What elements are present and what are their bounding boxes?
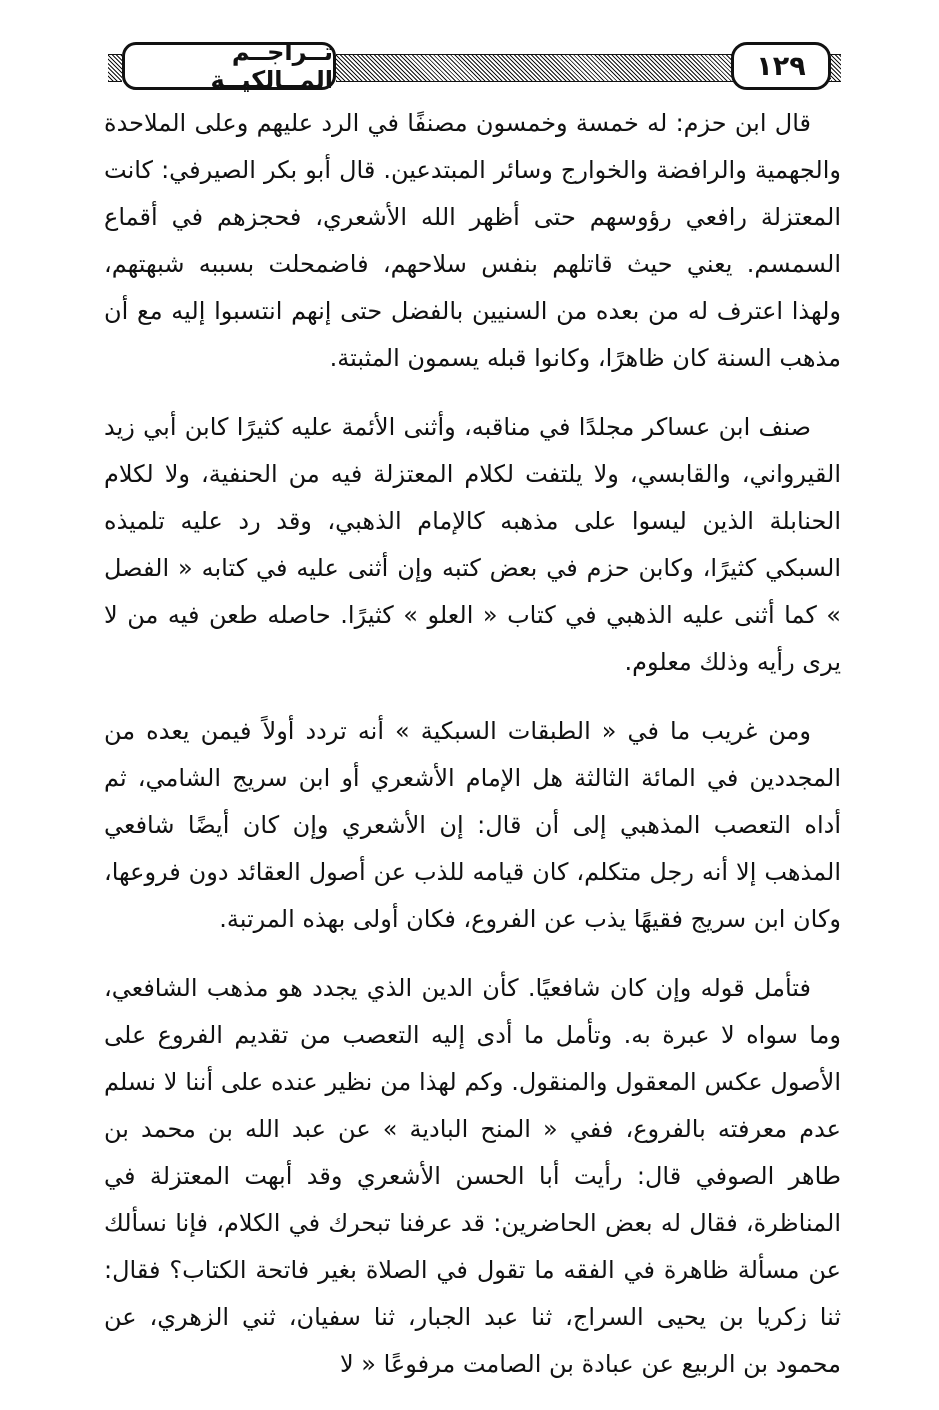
page-number: ١٢٩	[756, 50, 806, 82]
paragraph-2: صنف ابن عساكر مجلدًا في مناقبه، وأثنى الأئمة عليه كثيرًا كابن أبي زيد القيرواني، والقابسي، ولا يلتفت لكلام المعتزلة فيه من الحنفية، ولا لكلام الحنابلة الذين ليسوا على مذهبه كالإمام الذهبي، وقد رد عليه تلميذه السبكي كثيرًا، وكابن حزم في بعض كتبه وإن أثنى عليه في كتابه « الفصل » كما أثنى عليه الذهبي في كتاب « العلو » كثيرًا. حاصله طعن فيه من لا يرى رأيه وذلك معلوم.	[104, 413, 841, 676]
running-title-box	[122, 38, 336, 94]
page-number-box	[731, 42, 831, 90]
running-title: تــراجــم المــالكيــة	[210, 38, 333, 94]
header-ornament-right	[831, 54, 841, 82]
paragraph-4: فتأمل قوله وإن كان شافعيًا. كأن الدين الذي يجدد هو مذهب الشافعي، وما سواه لا عبرة به. وتأمل ما أدى إليه التعصب من تقديم الفروع على الأصول عكس المعقول والمنقول. وكم لهذا من نظير عنده على أننا لا نسلم عدم معرفته بالفروع، ففي « المنح البادية » عن عبد الله بن محمد بن طاهر الصوفي قال: رأيت أبا الحسن الأشعري وقد أبهت المعتزلة في المناظرة، فقال له بعض الحاضرين: قد عرفنا تبحرك في الكلام، فإنا نسألك عن مسألة ظاهرة في الفقه ما تقول في الصلاة بغير فاتحة الكتاب؟ فقال: ثنا زكريا بن يحيى السراج، ثنا عبد الجبار، ثنا سفيان، ثني الزهري، عن محمود بن الربيع عن عبادة بن الصامت مرفوعًا « لا	[104, 974, 841, 1378]
page-header	[108, 40, 841, 96]
page-body	[104, 100, 841, 1410]
paragraph-3: ومن غريب ما في « الطبقات السبكية » أنه تردد أولاً فيمن يعده من المجددين في المائة الثالثة هل الإمام الأشعري أو ابن سريج الشامي، ثم أداه التعصب المذهبي إلى أن قال: إن الأشعري وإن كان أيضًا شافعي المذهب إلا أنه رجل متكلم، كان قيامه للذب عن أصول العقائد دون فروعها، وكان ابن سريج فقيهًا يذب عن الفروع، فكان أولى بهذه المرتبة.	[104, 717, 841, 933]
paragraph-1: قال ابن حزم: له خمسة وخمسون مصنفًا في الرد عليهم وعلى الملاحدة والجهمية والرافضة والخوارج وسائر المبتدعين. قال أبو بكر الصيرفي: كانت المعتزلة رافعي رؤوسهم حتى أظهر الله الأشعري، فحجزهم في أقماع السمسم. يعني حيث قاتلهم بنفس سلاحهم، فاضمحلت بسببه شبهتهم، ولهذا اعترف له من بعده من السنيين بالفضل حتى إنهم انتسبوا إليه مع أن مذهب السنة كان ظاهرًا، وكانوا قبله يسمون المثبتة.	[104, 109, 841, 372]
header-ornament-left	[108, 54, 122, 82]
